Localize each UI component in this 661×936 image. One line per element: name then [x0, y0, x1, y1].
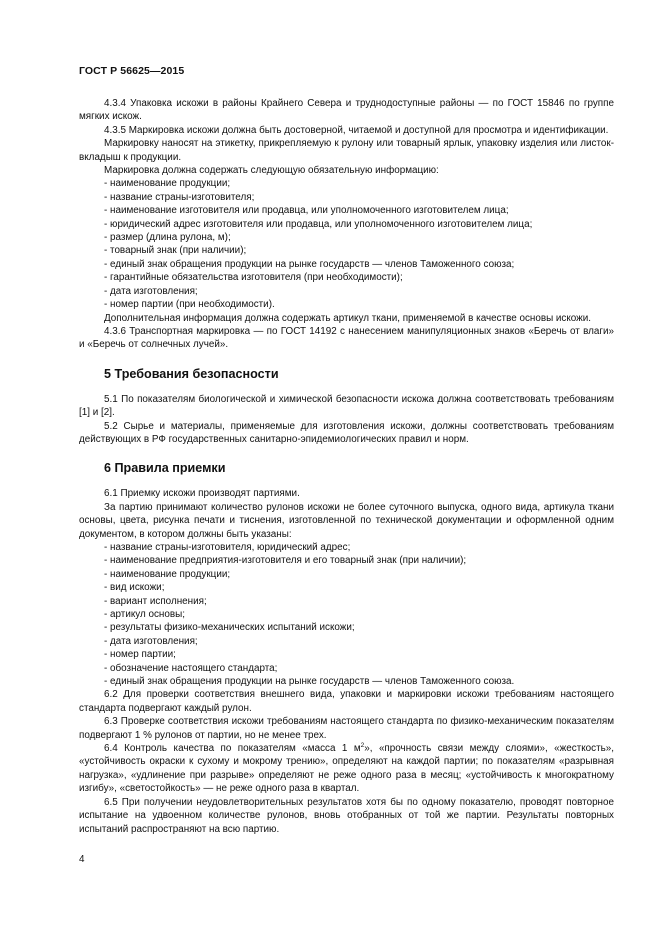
list-item: - дата изготовления; — [104, 285, 198, 297]
list-item: - обозначение настоящего стандарта; — [104, 662, 278, 674]
list-item: - наименование изготовителя или продавца, или уполномоченного изготовителем лица; — [104, 205, 509, 217]
list-item: - единый знак обращения продукции на рынке государств — членов Таможенного союза; — [104, 258, 515, 270]
list-item: - наименование продукции; — [104, 178, 231, 190]
list-item: - единый знак обращения продукции на рынке государств — членов Таможенного союза. — [104, 676, 515, 688]
paragraph-batch-definition: За партию принимают количество рулонов искожи не более суточного выпуска, одного вида, артикула ткани основы, цвета, рисунка печати и тиснения, изготовленной по технической документации и оформленной одним документом, в котором должны быть указаны: — [79, 501, 614, 540]
list-item: - дата изготовления; — [104, 635, 198, 647]
label-info-list — [79, 177, 614, 311]
section-5-heading: 5 Требования безопасности — [104, 366, 279, 381]
clause-6-2: 6.2 Для проверки соответствия внешнего вида, упаковки и маркировки искожи требованиям настоящего стандарта подвергают каждый рулон. — [79, 689, 614, 714]
clause-6-1: 6.1 Приемку искожи производят партиями. — [104, 488, 300, 500]
list-item: - юридический адрес изготовителя или продавца, или уполномоченного изготовителем лица; — [104, 218, 533, 230]
page-number: 4 — [79, 854, 85, 865]
clause-6-4-part-a: 6.4 Контроль качества по показателям «масса 1 м — [104, 743, 361, 755]
list-item: - наименование продукции; — [104, 568, 231, 580]
list-item: - товарный знак (при наличии); — [104, 245, 247, 257]
list-item: - номер партии; — [104, 649, 176, 661]
clause-4-3-6: 4.3.6 Транспортная маркировка — по ГОСТ 14192 с нанесением манипуляционных знаков «Беречь от влаги» и «Беречь от солнечных лучей». — [79, 325, 614, 351]
list-item: - результаты физико-механических испытаний искожи; — [104, 622, 355, 634]
superscript-2: 2 — [360, 742, 365, 750]
batch-document-list — [79, 541, 614, 688]
document-code-header: ГОСТ Р 56625—2015 — [79, 65, 185, 77]
document-body — [79, 97, 614, 836]
clause-5-1: 5.1 По показателям биологической и химической безопасности искожа должна соответствовать требованиям [1] и [2]. — [79, 393, 614, 419]
list-item: - номер партии (при необходимости). — [104, 299, 275, 311]
paragraph-label-placement: Маркировку наносят на этикетку, прикрепляемую к рулону или товарный ярлык, упаковку изделия или листок-вкладыш к продукции. — [79, 138, 614, 163]
clause-6-3: 6.3 Проверке соответствия искожи требованиям настоящего стандарта по физико-механическим показателям подвергают 1 % рулонов от партии, но не менее трех. — [79, 716, 614, 741]
list-item: - вид искожи; — [104, 582, 165, 594]
list-item: - наименование предприятия-изготовителя и его товарный знак (при наличии); — [104, 555, 467, 567]
section-6-heading: 6 Правила приемки — [104, 461, 226, 476]
clause-6-4-part-b: », «прочность связи между слоями», «жесткость», «устойчивость окраски к сухому и мокрому трению», определяют на каждой партии; по показателям «разрывная нагрузка», «удлинение при разрыве» определяют не реже одного раза в месяц; «устойчивость к многократному изгибу», «светостойкость» — не реже одного раза в квартал. — [79, 743, 614, 795]
list-item: - вариант исполнения; — [104, 595, 207, 607]
paragraph-additional-info: Дополнительная информация должна содержать артикул ткани, применяемой в качестве основы искожи. — [104, 312, 592, 324]
list-item: - размер (длина рулона, м); — [104, 232, 231, 244]
list-item: - название страны-изготовителя; — [104, 191, 255, 203]
paragraph-label-info-intro: Маркировка должна содержать следующую обязательную информацию: — [104, 165, 439, 177]
clause-6-5: 6.5 При получении неудовлетворительных результатов хотя бы по одному показателю, проводят повторное испытание на удвоенном количестве рулонов, вновь отобранных от той же партии. Результаты повторных испытаний распространяют на всю партию. — [79, 796, 614, 835]
clause-4-3-4: 4.3.4 Упаковка искожи в районы Крайнего Севера и труднодоступные районы — по ГОСТ 15846 по группе мягких искож. — [79, 98, 614, 123]
list-item: - гарантийные обязательства изготовителя (при необходимости); — [104, 272, 403, 284]
list-item: - артикул основы; — [104, 609, 185, 620]
list-item: - название страны-изготовителя, юридический адрес; — [104, 541, 351, 553]
clause-4-3-5: 4.3.5 Маркировка искожи должна быть достоверной, читаемой и доступной для просмотра и идентификации. — [104, 124, 609, 136]
clause-5-2: 5.2 Сырье и материалы, применяемые для изготовления искожи, должны соответствовать требованиям действующих в РФ государственных санитарно-эпидемиологических правил и норм. — [79, 420, 614, 445]
clause-6-4 — [79, 742, 614, 796]
